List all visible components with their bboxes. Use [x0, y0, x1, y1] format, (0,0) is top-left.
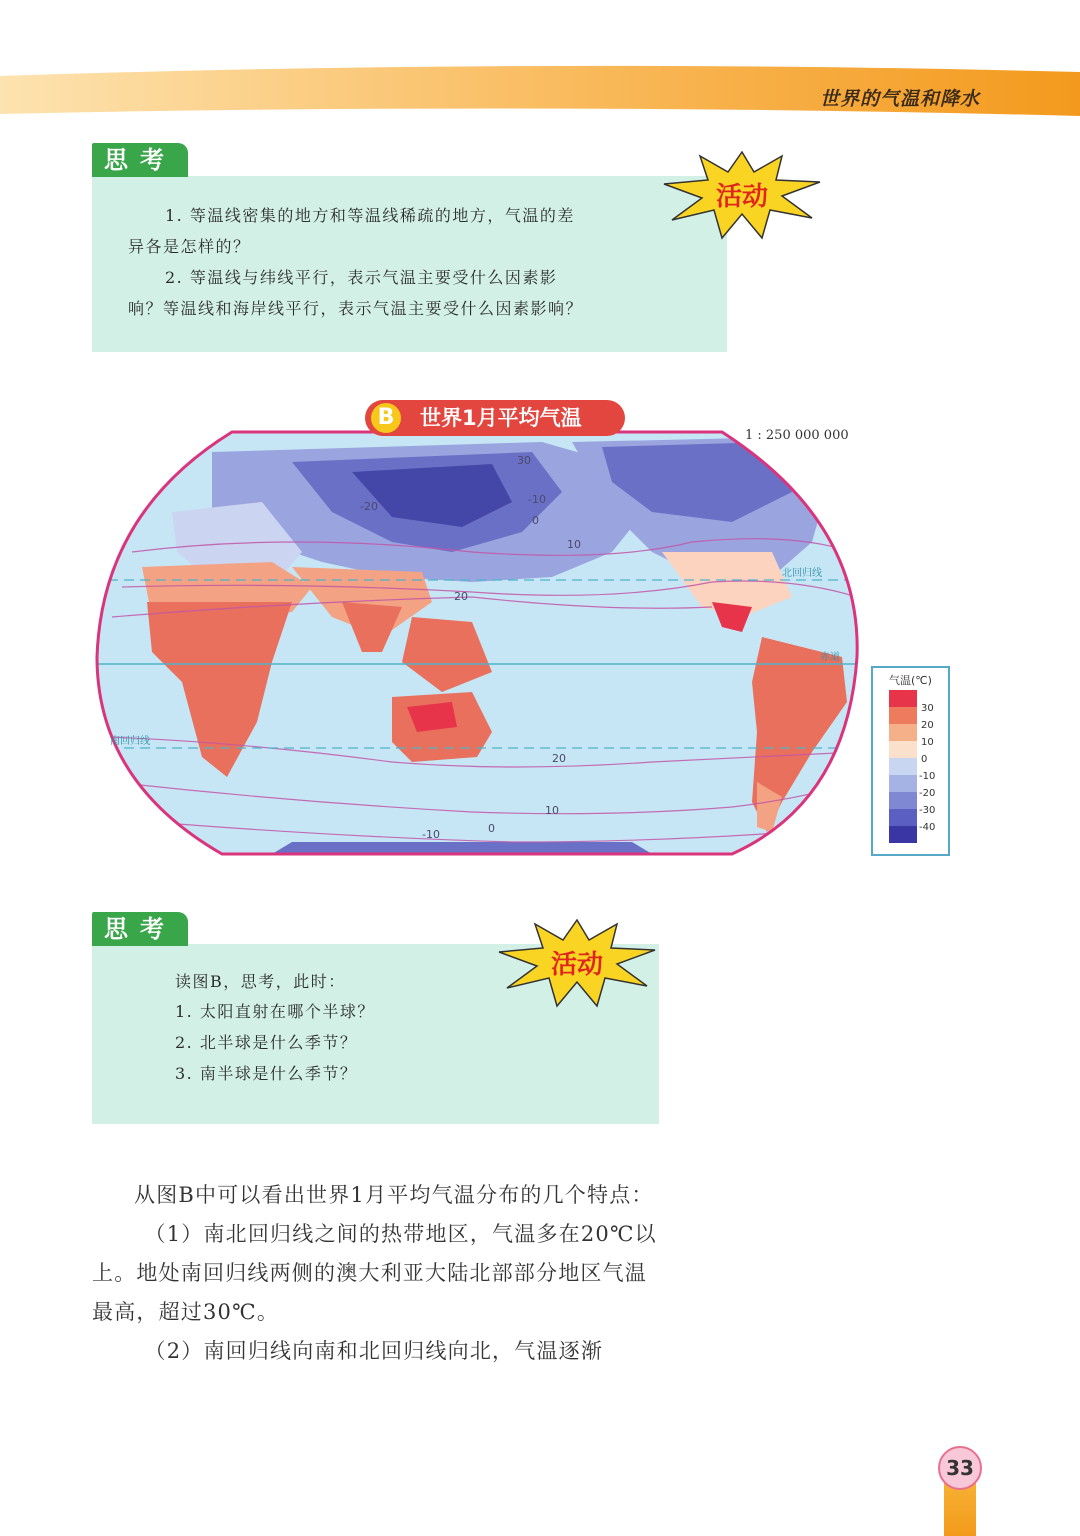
body-text — [92, 1176, 662, 1371]
legend-tick: 0 — [921, 754, 928, 765]
map-title — [365, 400, 625, 436]
legend-tick: -20 — [919, 788, 936, 799]
legend-tick: 20 — [921, 720, 934, 731]
section-title: 世界的气温和降水 — [819, 88, 980, 110]
map-title-text: 世界1月平均气温 — [420, 406, 582, 430]
activity-burst-1 — [662, 148, 822, 240]
think-tab-1: 思考 — [92, 143, 188, 177]
equator-label: 赤道 — [820, 652, 840, 663]
legend-title: 气温(℃) — [889, 674, 932, 687]
isotherm-label: -20 — [360, 500, 378, 513]
world-temperature-map — [92, 402, 862, 860]
isotherm-label: -10 — [528, 493, 546, 506]
think1-q1-line2: 异各是怎样的？ — [128, 237, 251, 256]
legend-tick: 10 — [921, 737, 934, 748]
body-paragraph-1: 从图B中可以看出世界1月平均气温分布的几个特点： — [134, 1183, 654, 1207]
legend-tick: 30 — [921, 703, 934, 714]
map-letter-badge: B — [371, 403, 401, 433]
legend-swatch — [889, 758, 917, 775]
map-scale: 1 : 250 000 000 — [745, 428, 849, 443]
isotherm-label: 20 — [552, 752, 566, 765]
legend-swatch — [889, 792, 917, 809]
legend-swatch — [889, 707, 917, 724]
think-tab-2: 思考 — [92, 912, 188, 946]
think2-q3: 3. 南半球是什么季节？ — [175, 1064, 358, 1083]
legend-tick: -10 — [919, 771, 936, 782]
isotherm-label: 0 — [488, 822, 495, 835]
body-paragraph-3: （2）南回归线向南和北回归线向北，气温逐渐 — [144, 1339, 604, 1363]
think1-q1-line1: 1. 等温线密集的地方和等温线稀疏的地方，气温的差 — [165, 206, 575, 225]
activity-label-1: 活动 — [715, 182, 768, 212]
isotherm-label: 0 — [532, 514, 539, 527]
legend-swatch — [889, 826, 917, 843]
isotherm-label: 20 — [454, 590, 468, 603]
think1-q2-line2: 响？等温线和海岸线平行，表示气温主要受什么因素影响？ — [128, 299, 584, 318]
body-paragraph-2: （1）南北回归线之间的热带地区，气温多在20℃以上。地处南回归线两侧的澳大利亚大陆北部部分地区气温最高，超过30℃。 — [92, 1222, 657, 1324]
tropic-south-label: 南回归线 — [110, 736, 150, 747]
isotherm-label: 30 — [517, 454, 531, 467]
activity-label-2: 活动 — [550, 950, 603, 980]
legend-swatch — [889, 741, 917, 758]
legend-swatch — [889, 690, 917, 707]
tropic-north-label: 北回归线 — [782, 568, 822, 579]
legend-swatch — [889, 775, 917, 792]
isotherm-label: 10 — [545, 804, 559, 817]
think2-q2: 2. 北半球是什么季节？ — [175, 1033, 358, 1052]
activity-burst-2 — [497, 916, 657, 1008]
isotherm-label: -10 — [422, 828, 440, 841]
antarctica-edge — [272, 842, 652, 854]
legend-tick: -40 — [919, 822, 936, 833]
think2-q1: 1. 太阳直射在哪个半球？ — [175, 1002, 375, 1021]
page-number: 33 — [938, 1446, 982, 1490]
legend-tick: -30 — [919, 805, 936, 816]
legend-swatch — [889, 724, 917, 741]
think2-intro: 读图B，思考，此时： — [175, 972, 346, 991]
legend-swatches — [873, 686, 948, 856]
isotherm-label: 10 — [567, 538, 581, 551]
think1-q2-line1: 2. 等温线与纬线平行，表示气温主要受什么因素影 — [165, 268, 558, 287]
temperature-legend — [871, 666, 950, 856]
legend-swatch — [889, 809, 917, 826]
